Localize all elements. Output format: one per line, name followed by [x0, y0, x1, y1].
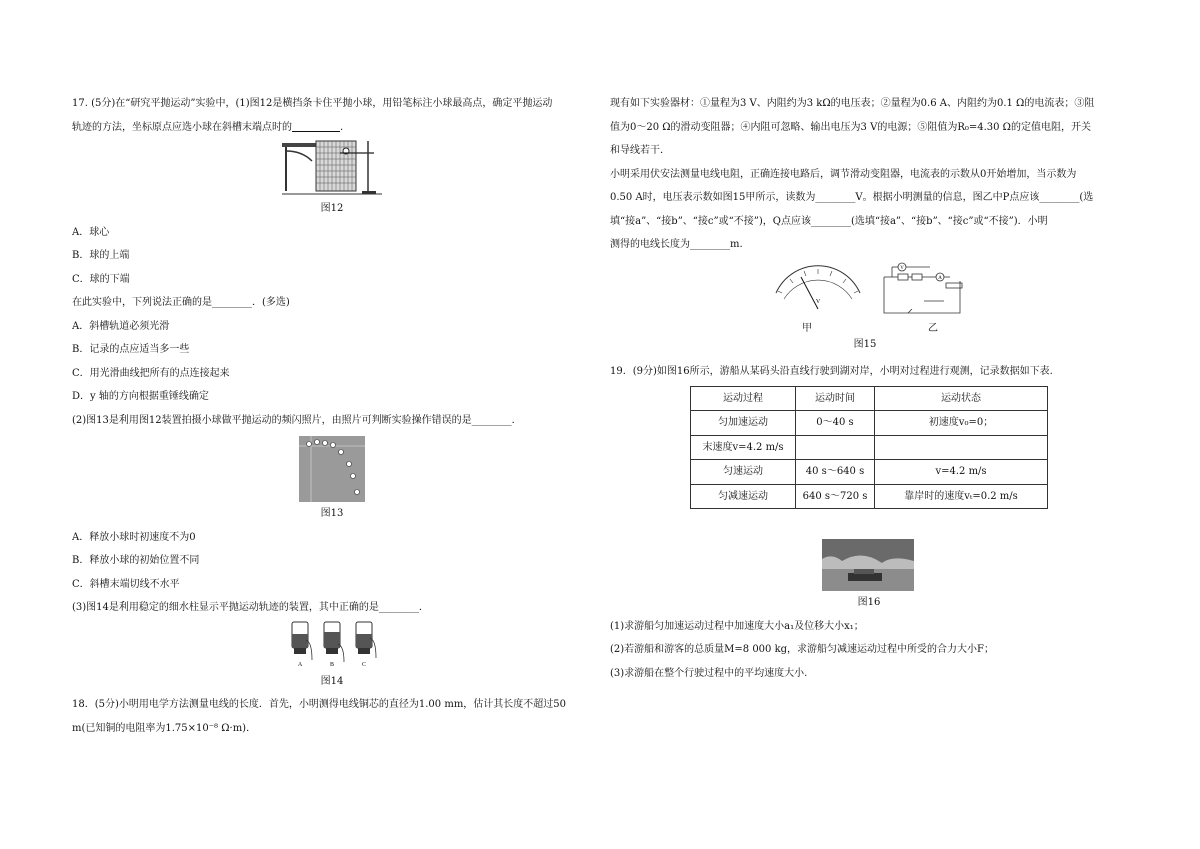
q19-question-3: (3)求游船在整个行驶过程中的平均速度大小.: [610, 667, 808, 679]
svg-text:V: V: [815, 298, 821, 305]
table-row: [691, 411, 1048, 436]
table-row: [691, 460, 1048, 485]
bottle-b: [324, 622, 344, 662]
right-column: [610, 92, 1130, 685]
left-column: [72, 92, 592, 740]
bottle-c: [356, 622, 376, 658]
table-cell: 末速度v=4.2 m/s: [691, 435, 796, 460]
table-header-row: [691, 386, 1048, 411]
q19-question-2: (2)若游船和游客的总质量M=8 000 kg，求游船匀减速运动过程中所受的合力大小F；: [610, 644, 994, 655]
q17-part2-option-b: B．释放小球的初始位置不同: [72, 555, 200, 566]
table-cell: 40 s～640 s: [796, 460, 875, 485]
table-cell: 初速度v₀=0；: [875, 411, 1048, 436]
table-cell: 0～40 s: [796, 411, 875, 436]
q18-procedure-line1: 小明采用伏安法测量电线电阻，正确连接电路后，调节滑动变阻器，电流表的示数从0开始增加，当示数为: [610, 168, 1077, 180]
q17-stem-line1: 17. (5分)在“研究平抛运动”实验中，(1)图12是横挡条卡住平抛小球，用铅笔标注小球最高点，确定平抛运动: [72, 98, 553, 109]
q19-question-1: (1)求游船匀加速运动过程中加速度大小a₁及位移大小x₁；: [610, 620, 864, 632]
svg-text:V: V: [900, 265, 904, 271]
figure-15-sub-right: 乙: [928, 322, 938, 334]
q17-part2-option-c: C．斜槽末端切线不水平: [72, 578, 180, 590]
q17-part2: (2)图13是利用图12装置拍摄小球做平抛运动的频闪照片，由照片可判断实验操作错误的是________．: [72, 414, 522, 426]
motion-table: [690, 386, 1048, 510]
figure-15-sub-left: 甲: [802, 322, 812, 334]
q18-equipment-line1: 现有如下实验器材：①量程为3 V、内阻约为3 kΩ的电压表；②量程为0.6 A、内阻约为0.1 Ω的电流表；③阻: [610, 98, 1095, 109]
q17-part2-option-a: A．释放小球时初速度不为0: [72, 531, 196, 543]
table-header-cell: 运动状态: [875, 386, 1048, 411]
figure-15-caption: 图15: [853, 338, 877, 350]
table-cell: 匀加速运动: [691, 411, 796, 436]
figure-14-label-c: C: [361, 661, 367, 668]
figure-15: [610, 259, 1130, 353]
circuit-diagram: [878, 259, 968, 321]
figure-12: [282, 139, 382, 197]
figure-13: [299, 436, 365, 502]
table-row: [691, 484, 1048, 509]
q17-sub-option-a: A．斜槽轨道必须光滑: [72, 320, 170, 332]
q18-procedure-line4: 测得的电线长度为________m.: [610, 239, 743, 250]
table-cell: 靠岸时的速度vₜ=0.2 m/s: [875, 484, 1048, 509]
figure-14-label-a: A: [297, 661, 303, 668]
table-header-cell: 运动时间: [796, 386, 875, 411]
q18-equipment-line3: 和导线若干．: [610, 145, 670, 156]
figure-16-photo: [822, 539, 914, 591]
table-cell: v=4.2 m/s: [875, 460, 1048, 485]
q17-sub-option-b: B．记录的点应适当多一些: [72, 344, 190, 355]
figure-14-caption: 图14: [320, 675, 344, 687]
q17-option-b: B．球的上端: [72, 250, 130, 261]
table-cell: 640 s～720 s: [796, 484, 875, 509]
q18-equipment-line2: 值为0～20 Ω的滑动变阻器；④内阻可忽略、输出电压为3 V的电源；⑤阻值为R₀=4.30 Ω的定值电阻，开关: [610, 121, 1091, 133]
q18-procedure-line2: 0.50 A时，电压表示数如图15甲所示，读数为________V。根据小明测量的信息，图乙中P点应该________(选: [610, 192, 1094, 203]
q17-sub-question: 在此实验中，下列说法正确的是________．(多选): [72, 297, 290, 308]
table-cell: [875, 435, 1048, 460]
q17-stem-line2: 轨迹的方法，坐标原点应选小球在斜槽末端点时的 .: [72, 116, 592, 140]
q17-sub-option-c: C．用光滑曲线把所有的点连接起来: [72, 367, 230, 379]
q17-part3: (3)图14是利用稳定的细水柱显示平抛运动轨迹的装置，其中正确的是________．: [72, 602, 429, 613]
figure-13-caption: 图13: [320, 508, 344, 519]
svg-text:A: A: [938, 275, 942, 281]
table-cell: 匀减速运动: [691, 484, 796, 509]
table-header-cell: 运动过程: [691, 386, 796, 411]
answer-blank: [292, 119, 340, 132]
table-cell: [796, 435, 875, 460]
q18-procedure-line3: 填“接a”、“接b”、“接c”或“不接”)，Q点应该________(选填“接a”、“接b”、“接c”或“不接”)．小明: [610, 215, 1048, 227]
q18-stem-line2: m(已知铜的电阻率为1.75×10⁻⁸ Ω·m)．: [72, 722, 257, 734]
figure-16-caption: 图16: [857, 597, 881, 608]
voltmeter-dial: [768, 263, 868, 315]
q17-option-a: A．球心: [72, 226, 110, 238]
figure-14: [282, 620, 382, 670]
bottle-a: [292, 622, 312, 660]
figure-14-label-b: B: [329, 661, 335, 668]
q17-sub-option-d: D．y 轴的方向根据重锤线确定: [72, 391, 209, 402]
table-row: [691, 435, 1048, 460]
q18-stem-line1: 18．(5分)小明用电学方法测量电线的长度．首先，小明测得电线铜芯的直径为1.00 mm，估计其长度不超过50: [72, 699, 567, 710]
q19-stem: 19．(9分)如图16所示，游船从某码头沿直线行驶到湖对岸，小明对过程进行观测，记录数据如下表.: [610, 366, 1053, 377]
q17-option-c: C．球的下端: [72, 273, 130, 285]
figure-12-caption: 图12: [320, 203, 344, 214]
table-cell: 匀速运动: [691, 460, 796, 485]
